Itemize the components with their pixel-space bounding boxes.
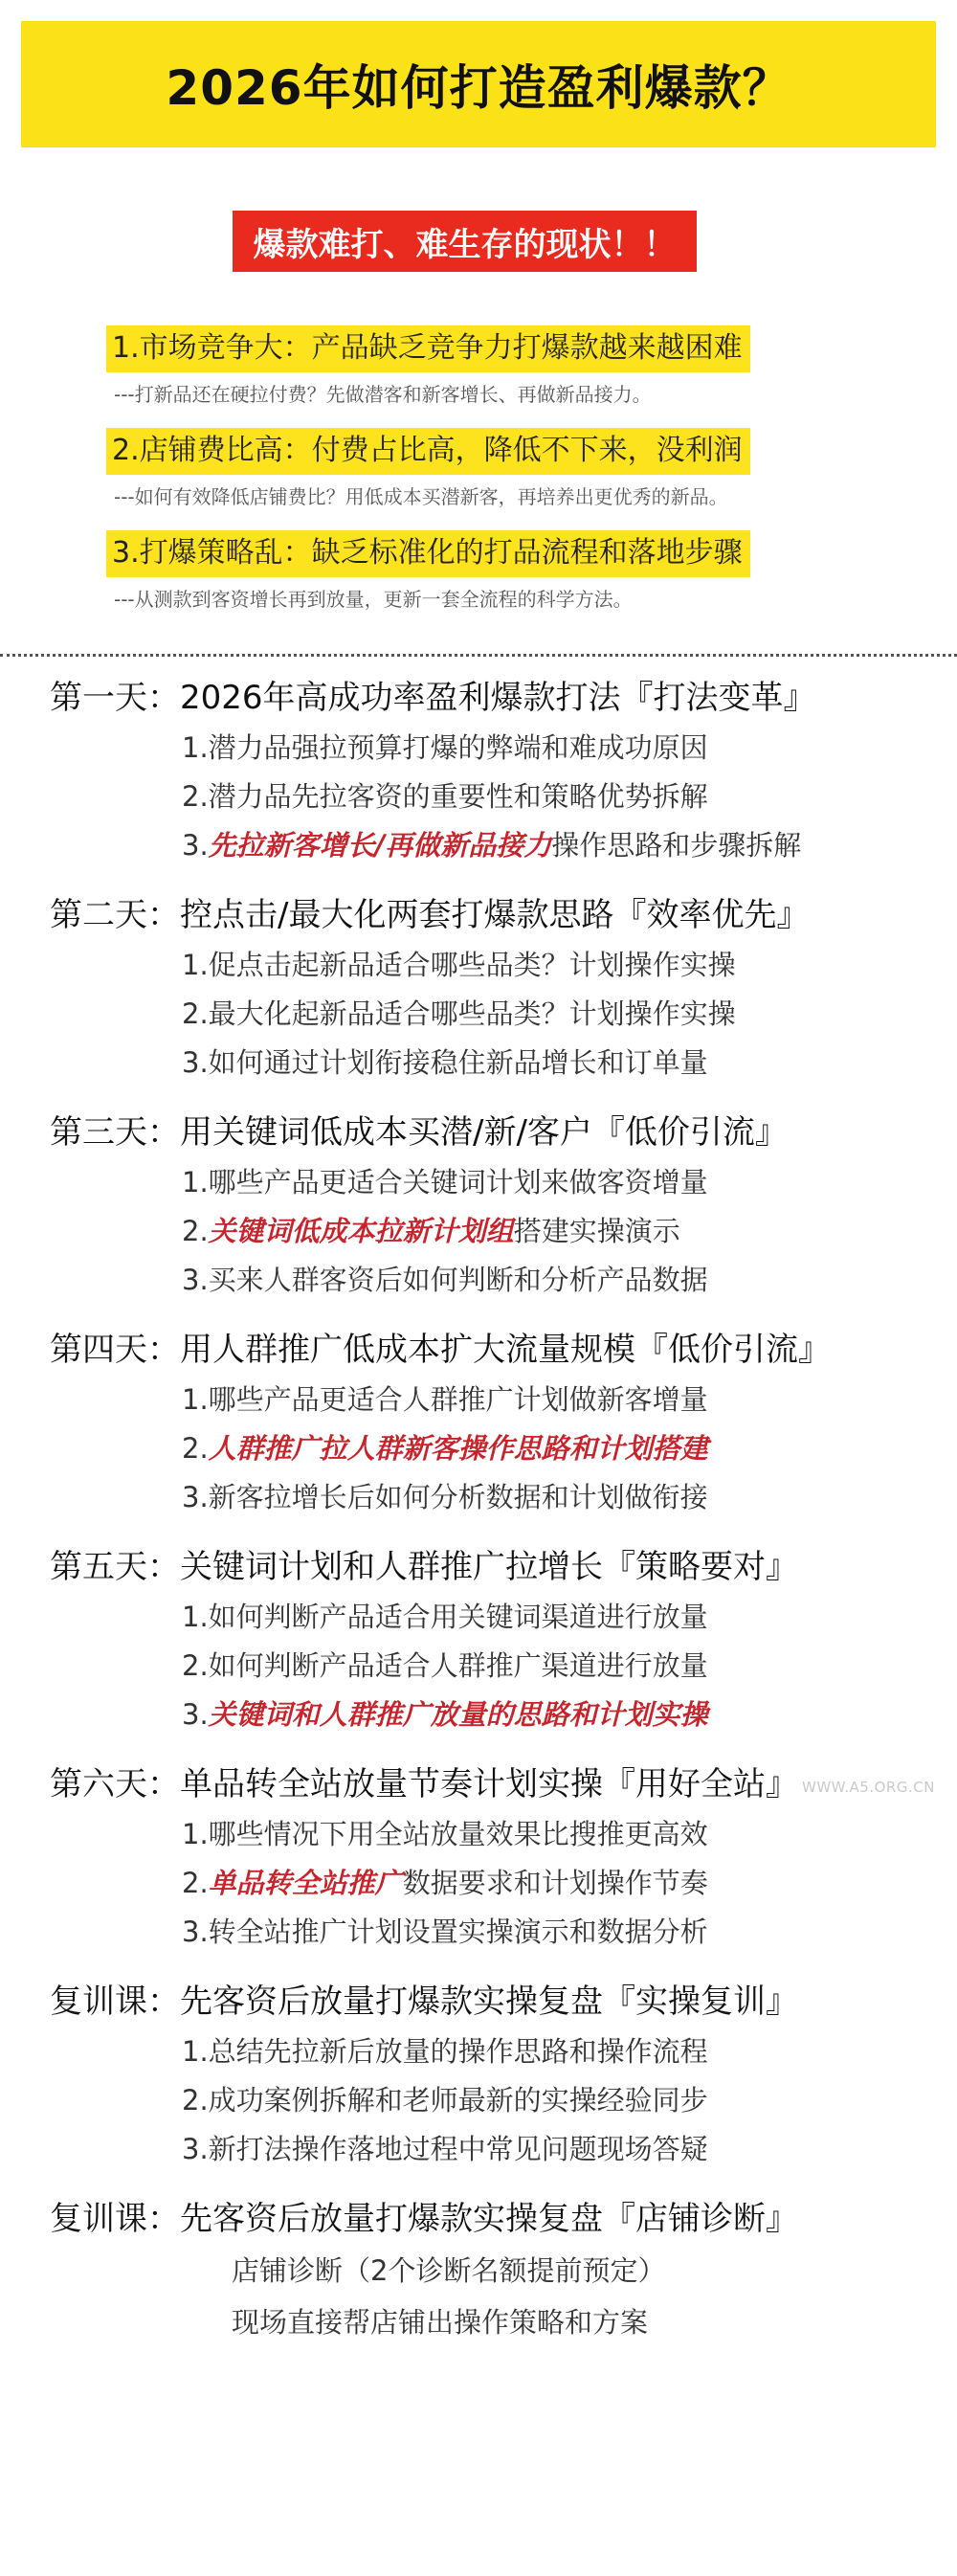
- day-section: [50, 1324, 949, 1522]
- day-title: 复训课：先客资后放量打爆款实操复盘『实操复训』: [50, 1982, 798, 2021]
- final-section: [50, 2193, 949, 2348]
- list-item: 3.如何通过计划衔接稳住新品增长和订单量: [182, 1046, 708, 1079]
- list-item: [182, 1859, 949, 1908]
- day-title: 第五天：关键词计划和人群推广拉增长『策略要对』: [50, 1548, 798, 1586]
- issue-heading: 2.店铺费比高：付费占比高，降低不下来，没利润: [106, 428, 750, 475]
- list-item: 3.买来人群客资后如何判断和分析产品数据: [182, 1264, 708, 1296]
- day-section: [50, 1107, 949, 1305]
- title-banner: [21, 21, 936, 147]
- item-suffix: 操作思路和步骤拆解: [551, 829, 802, 862]
- item-number: 2.: [182, 1215, 209, 1247]
- day-title: 第二天：控点击/最大化两套打爆款思路『效率优先』: [50, 896, 810, 934]
- list-item: 1.哪些情况下用全站放量效果比搜推更高效: [182, 1818, 708, 1850]
- issue-item: [106, 530, 939, 612]
- day-section: [50, 672, 949, 870]
- item-highlight: 关键词和人群推广放量的思路和计划实操: [208, 1698, 708, 1731]
- day-items: [50, 1810, 949, 1957]
- item-number: 3.: [182, 1698, 209, 1731]
- list-item: 3.新客拉增长后如何分析数据和计划做衔接: [182, 1481, 708, 1513]
- day-items: [50, 941, 949, 1087]
- list-item: 2.成功案例拆解和老师最新的实操经验同步: [182, 2084, 708, 2117]
- day-title: 第一天：2026年高成功率盈利爆款打法『打法变革』: [50, 679, 816, 717]
- issue-subtext: ---如何有效降低店铺费比？用低成本买潜新客，再培养出更优秀的新品。: [114, 485, 728, 508]
- issue-heading: 1.市场竞争大：产品缺乏竞争力打爆款越来越困难: [106, 325, 750, 372]
- day-title: 复训课：先客资后放量打爆款实操复盘『店铺诊断』: [50, 2200, 798, 2238]
- item-highlight: 人群推广拉人群新客操作思路和计划搭建: [208, 1432, 708, 1465]
- issues-list: [106, 325, 939, 633]
- day-section: [50, 1976, 949, 2174]
- day-section: [50, 1541, 949, 1739]
- status-banner: 爆款难打、难生存的现状！！: [233, 211, 697, 272]
- list-item: 1.哪些产品更适合关键词计划来做客资增量: [182, 1166, 708, 1198]
- item-suffix: 搭建实操演示: [513, 1215, 680, 1247]
- dotted-divider: [0, 654, 957, 657]
- list-item: 店铺诊断（2个诊断名额提前预定）: [232, 2254, 666, 2287]
- course-schedule: [50, 672, 949, 2367]
- list-item: 1.潜力品强拉预算打爆的弊端和难成功原因: [182, 731, 708, 764]
- issue-item: [106, 428, 939, 509]
- list-item: 1.哪些产品更适合人群推广计划做新客增量: [182, 1383, 708, 1416]
- day-items: [50, 1593, 949, 1739]
- list-item: 2.最大化起新品适合哪些品类？计划操作实操: [182, 997, 736, 1030]
- list-item: 2.如何判断产品适合人群推广渠道进行放量: [182, 1649, 708, 1682]
- item-number: 3.: [182, 829, 209, 862]
- day-title: 第六天：单品转全站放量节奏计划实操『用好全站』: [50, 1765, 798, 1803]
- item-highlight: 单品转全站推广: [208, 1867, 403, 1899]
- list-item: 1.如何判断产品适合用关键词渠道进行放量: [182, 1601, 708, 1633]
- day-section: [50, 889, 949, 1087]
- issue-subtext: ---从测款到客资增长再到放量，更新一套全流程的科学方法。: [114, 588, 633, 611]
- list-item: [182, 821, 949, 870]
- page-title: 2026年如何打造盈利爆款？: [166, 60, 791, 116]
- item-highlight: 先拉新客增长/再做新品接力: [208, 829, 552, 862]
- list-item: 1.促点击起新品适合哪些品类？计划操作实操: [182, 949, 736, 981]
- list-item: 现场直接帮店铺出操作策略和方案: [232, 2306, 649, 2339]
- item-highlight: 关键词低成本拉新计划组: [208, 1215, 514, 1247]
- list-item: 3.新打法操作落地过程中常见问题现场答疑: [182, 2133, 708, 2165]
- list-item: [182, 1691, 949, 1739]
- item-number: 2.: [182, 1867, 209, 1899]
- list-item: [182, 1207, 949, 1256]
- issue-heading: 3.打爆策略乱：缺乏标准化的打品流程和落地步骤: [106, 530, 750, 577]
- watermark: WWW.A5.ORG.CN: [802, 1779, 935, 1796]
- day-title: 第三天：用关键词低成本买潜/新/客户『低价引流』: [50, 1113, 788, 1152]
- item-suffix: 数据要求和计划操作节奏: [402, 1867, 708, 1899]
- day-title: 第四天：用人群推广低成本扩大流量规模『低价引流』: [50, 1331, 831, 1369]
- list-item: [182, 1424, 949, 1473]
- list-item: 1.总结先拉新后放量的操作思路和操作流程: [182, 2035, 708, 2068]
- day-items: [50, 2027, 949, 2174]
- issue-subtext: ---打新品还在硬拉付费？先做潜客和新客增长、再做新品接力。: [114, 383, 652, 406]
- list-item: 3.转全站推广计划设置实操演示和数据分析: [182, 1915, 708, 1948]
- item-number: 2.: [182, 1432, 209, 1465]
- issue-item: [106, 325, 939, 407]
- day-items: [50, 724, 949, 870]
- list-item: 2.潜力品先拉客资的重要性和策略优势拆解: [182, 780, 708, 813]
- day-items: [50, 1158, 949, 1305]
- day-items: [50, 1376, 949, 1522]
